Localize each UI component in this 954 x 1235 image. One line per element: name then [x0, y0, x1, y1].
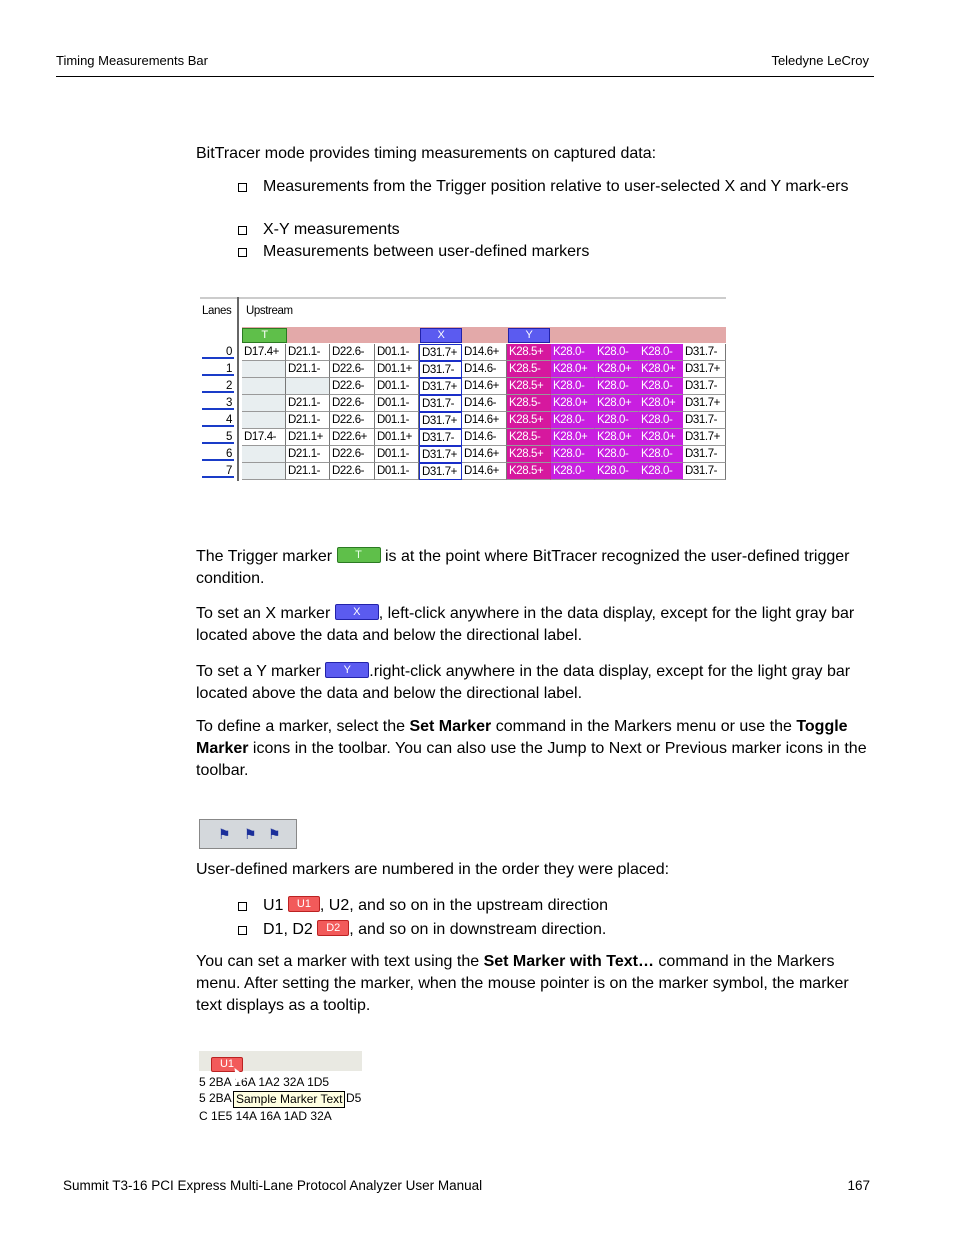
bittracer-screenshot [200, 297, 726, 481]
symbol-cell[interactable]: D14.6+ [462, 446, 507, 463]
symbol-cell[interactable] [242, 463, 286, 480]
symbol-cell[interactable]: D01.1- [375, 412, 419, 429]
symbol-cell[interactable]: K28.0- [595, 344, 639, 361]
next-marker-icon[interactable]: ⚑ [268, 826, 281, 842]
symbol-cell[interactable]: D21.1- [286, 395, 330, 412]
numbered-intro: User-defined markers are numbered in the order they were placed: [196, 861, 670, 878]
symbol-cell[interactable]: D21.1- [286, 412, 330, 429]
symbol-cell[interactable]: K28.0+ [639, 361, 683, 378]
symbol-cell[interactable]: D01.1+ [375, 429, 419, 446]
symbol-cell[interactable]: D01.1- [375, 395, 419, 412]
bullet-item [238, 241, 868, 263]
symbol-cell[interactable]: K28.0- [595, 446, 639, 463]
define-text-3: icons in the toolbar. You can also use the Jump to Next or Previous marker icons in the toolbar. [196, 740, 867, 779]
symbol-cell[interactable]: D14.6+ [462, 463, 507, 480]
symbol-cell[interactable]: D01.1- [375, 344, 419, 361]
direction-label: Upstream [246, 305, 293, 317]
symbol-cell[interactable]: K28.0- [639, 378, 683, 395]
lane-row [200, 395, 726, 412]
define-text-1: To define a marker, select the [196, 718, 410, 735]
y-text-after: .right-click anywhere in the data display, except for the light gray bar located above the data and below the directional label. [196, 663, 851, 702]
symbol-cell[interactable]: D14.6- [462, 361, 507, 378]
bullet-text [263, 895, 868, 917]
d2-marker-chip: D2 [317, 920, 349, 936]
symbol-cell[interactable]: K28.0- [551, 344, 595, 361]
marker-text-paragraph [196, 951, 871, 1017]
lane-number[interactable]: 6 [202, 447, 234, 461]
symbol-cell[interactable]: D14.6+ [462, 412, 507, 429]
symbol-cell[interactable]: K28.0+ [595, 395, 639, 412]
bullet-text: X-Y measurements [263, 221, 400, 238]
symbol-cell[interactable]: D17.4- [242, 429, 286, 446]
toggle-marker-command: Toggle Marker [196, 718, 848, 757]
symbol-cell[interactable]: K28.0- [639, 463, 683, 480]
symbol-cell[interactable]: K28.0- [595, 412, 639, 429]
y-marker[interactable]: Y [508, 328, 550, 343]
lane-row [200, 412, 726, 429]
symbol-cell[interactable] [242, 378, 286, 395]
symbol-cell[interactable]: D31.7+ [683, 361, 726, 378]
lane-number[interactable]: 4 [202, 413, 234, 427]
bullet-item [238, 919, 868, 941]
set-marker-with-text-command: Set Marker with Text… [483, 953, 654, 970]
symbol-cell[interactable]: K28.5- [507, 429, 551, 446]
symbol-cell[interactable]: D31.7+ [419, 378, 462, 395]
toggle-marker-icon[interactable]: ⚑ [218, 826, 231, 842]
symbol-cell[interactable]: D17.4+ [242, 344, 286, 361]
y-text-before: To set a Y marker [196, 663, 321, 680]
symbol-cell[interactable]: K28.0+ [551, 395, 595, 412]
symbol-cell[interactable]: K28.0- [551, 446, 595, 463]
trigger-text-after: is at the point where BitTracer recognized the user-defined trigger condition. [196, 548, 850, 587]
u-label: U1 [263, 897, 284, 914]
symbol-cell[interactable]: K28.0+ [551, 429, 595, 446]
symbol-cell[interactable]: K28.0- [595, 378, 639, 395]
y-marker-chip: Y [325, 662, 369, 678]
data-row-end: D5 [346, 1091, 362, 1105]
define-marker-paragraph [196, 716, 871, 782]
symbol-cell[interactable]: K28.0- [595, 463, 639, 480]
checkbox-bullet-icon [238, 902, 247, 911]
symbol-cell[interactable]: D21.1- [286, 446, 330, 463]
symbol-cell[interactable]: D01.1- [375, 463, 419, 480]
footer-manual-title: Summit T3-16 PCI Express Multi-Lane Protocol Analyzer User Manual [63, 1178, 483, 1193]
symbol-cell[interactable]: D21.1- [286, 361, 330, 378]
bullet-item [238, 895, 868, 917]
symbol-cell[interactable]: D01.1+ [375, 361, 419, 378]
lane-row [200, 344, 726, 361]
x-text-before: To set an X marker [196, 605, 331, 622]
lane-row [200, 429, 726, 446]
lane-row [200, 446, 726, 463]
symbol-cell[interactable]: K28.0- [551, 412, 595, 429]
symbol-cell[interactable]: K28.0- [551, 378, 595, 395]
header-rule [56, 76, 874, 77]
marker-text-2: command in the Markers menu. After setting the marker, when the mouse pointer is on the marker symbol, the marker text displays as a tooltip. [196, 953, 849, 1014]
symbol-cell[interactable]: D22.6- [330, 412, 375, 429]
checkbox-bullet-icon [238, 226, 247, 235]
running-header-left: Timing Measurements Bar [56, 53, 208, 68]
lane-number[interactable]: 2 [202, 379, 234, 393]
lane-number[interactable]: 0 [202, 345, 234, 359]
d-label: D1, D2 [263, 921, 313, 938]
symbol-cell[interactable]: D22.6- [330, 463, 375, 480]
lane-number[interactable]: 3 [202, 396, 234, 410]
symbol-cell[interactable]: D01.1- [375, 378, 419, 395]
symbol-cell[interactable]: D31.7- [683, 463, 726, 480]
bullet-text [263, 919, 868, 941]
symbol-cell[interactable]: K28.5- [507, 361, 551, 378]
symbol-cell[interactable]: K28.0+ [551, 361, 595, 378]
marker-toolbar-screenshot [199, 819, 297, 849]
checkbox-bullet-icon [238, 248, 247, 257]
marker-bar[interactable] [242, 327, 726, 343]
x-marker-chip: X [335, 604, 379, 620]
symbol-cell[interactable]: D14.6+ [462, 344, 507, 361]
intro-paragraph: BitTracer mode provides timing measurements on captured data: [196, 145, 657, 162]
symbol-cell[interactable]: K28.0- [639, 412, 683, 429]
y-marker-paragraph [196, 661, 871, 705]
x-marker[interactable]: X [420, 328, 462, 343]
trigger-marker-chip: T [337, 547, 381, 563]
symbol-cell[interactable]: D01.1- [375, 446, 419, 463]
lanes-label: Lanes [202, 305, 232, 317]
bullet-item [238, 219, 868, 241]
symbol-cell[interactable]: D31.7+ [419, 463, 462, 480]
bullet-item [238, 176, 868, 220]
symbol-cell[interactable]: D22.6- [330, 361, 375, 378]
lane-row [200, 378, 726, 395]
symbol-cell[interactable]: K28.5+ [507, 412, 551, 429]
bullet-text: Measurements between user-defined markers [263, 243, 590, 260]
previous-marker-icon[interactable]: ⚑ [244, 826, 257, 842]
lane-number[interactable]: 1 [202, 362, 234, 376]
symbol-cell[interactable]: D22.6+ [330, 429, 375, 446]
symbol-cell[interactable]: D31.7- [683, 344, 726, 361]
symbol-cell[interactable]: K28.5+ [507, 344, 551, 361]
symbol-cell[interactable]: K28.5+ [507, 378, 551, 395]
symbol-cell[interactable]: D22.6- [330, 378, 375, 395]
u1-marker[interactable]: U1 [211, 1057, 243, 1072]
symbol-cell[interactable]: D31.7- [419, 395, 462, 412]
define-text-2: command in the Markers menu or use the [491, 718, 797, 735]
symbol-cell[interactable]: D31.7- [419, 429, 462, 446]
marker-tooltip: Sample Marker Text [233, 1091, 345, 1108]
symbol-cell[interactable] [242, 446, 286, 463]
symbol-cell[interactable]: D14.6- [462, 429, 507, 446]
symbol-cell[interactable]: K28.0+ [639, 429, 683, 446]
symbol-cell[interactable]: D31.7+ [419, 344, 462, 361]
u-text: , U2, and so on in the upstream direction [319, 897, 609, 914]
symbol-cell[interactable]: K28.0- [551, 463, 595, 480]
symbol-cell[interactable] [286, 378, 330, 395]
marker-text-1: You can set a marker with text using the [196, 953, 484, 970]
symbol-cell[interactable]: K28.0- [639, 344, 683, 361]
symbol-cell[interactable]: D22.6- [330, 344, 375, 361]
lane-number[interactable]: 7 [202, 464, 234, 478]
symbol-cell[interactable] [242, 361, 286, 378]
trigger-paragraph [196, 546, 871, 590]
trigger-marker[interactable]: T [242, 328, 287, 343]
symbol-cell[interactable]: D31.7+ [419, 446, 462, 463]
symbol-cell[interactable]: K28.5- [507, 395, 551, 412]
symbol-cell[interactable]: D31.7- [683, 412, 726, 429]
running-header-right: Teledyne LeCroy [771, 53, 869, 68]
set-marker-command: Set Marker [409, 718, 492, 735]
data-row: C 1E5 14A 16A 1AD 32A [199, 1109, 332, 1123]
x-text-after: , left-click anywhere in the data display, except for the light gray bar located above the data and below the directional label. [196, 605, 855, 644]
symbol-cell[interactable] [242, 395, 286, 412]
symbol-cell[interactable]: K28.0+ [639, 395, 683, 412]
symbol-cell[interactable]: D31.7+ [683, 429, 726, 446]
symbol-cell[interactable]: D22.6- [330, 395, 375, 412]
symbol-cell[interactable]: K28.0+ [595, 429, 639, 446]
symbol-cell[interactable]: K28.5+ [507, 446, 551, 463]
tooltip-screenshot [199, 1051, 362, 1125]
symbol-cell[interactable]: D31.7+ [419, 412, 462, 429]
d-text: , and so on in downstream direction. [349, 921, 607, 938]
symbol-cell[interactable]: D14.6+ [462, 378, 507, 395]
checkbox-bullet-icon [238, 926, 247, 935]
lane-row [200, 463, 726, 480]
bullet-text: Measurements from the Trigger position relative to user-selected X and Y mark-ers [263, 178, 849, 195]
symbol-cell[interactable]: D31.7- [683, 378, 726, 395]
symbol-cell[interactable]: D31.7- [683, 446, 726, 463]
u1-marker-chip: U1 [288, 896, 320, 912]
x-marker-paragraph [196, 603, 871, 647]
symbol-cell[interactable]: D14.6- [462, 395, 507, 412]
data-row: 5 2BA 16A 1A2 32A 1D5 [199, 1075, 330, 1089]
lane-number[interactable]: 5 [202, 430, 234, 444]
symbol-cell[interactable]: D21.1+ [286, 429, 330, 446]
symbol-cell[interactable]: D22.6- [330, 446, 375, 463]
data-row: 5 2BA [199, 1091, 232, 1105]
symbol-cell[interactable]: D21.1- [286, 463, 330, 480]
trigger-text-before: The Trigger marker [196, 548, 333, 565]
symbol-cell[interactable]: D31.7- [419, 361, 462, 378]
symbol-cell[interactable] [242, 412, 286, 429]
symbol-cell[interactable]: D31.7+ [683, 395, 726, 412]
checkbox-bullet-icon [238, 183, 247, 192]
symbol-cell[interactable]: K28.5+ [507, 463, 551, 480]
symbol-cell[interactable]: K28.0+ [595, 361, 639, 378]
symbol-cell[interactable]: D21.1- [286, 344, 330, 361]
symbol-cell[interactable]: K28.0- [639, 446, 683, 463]
lane-row [200, 361, 726, 378]
page-number: 167 [847, 1178, 870, 1193]
